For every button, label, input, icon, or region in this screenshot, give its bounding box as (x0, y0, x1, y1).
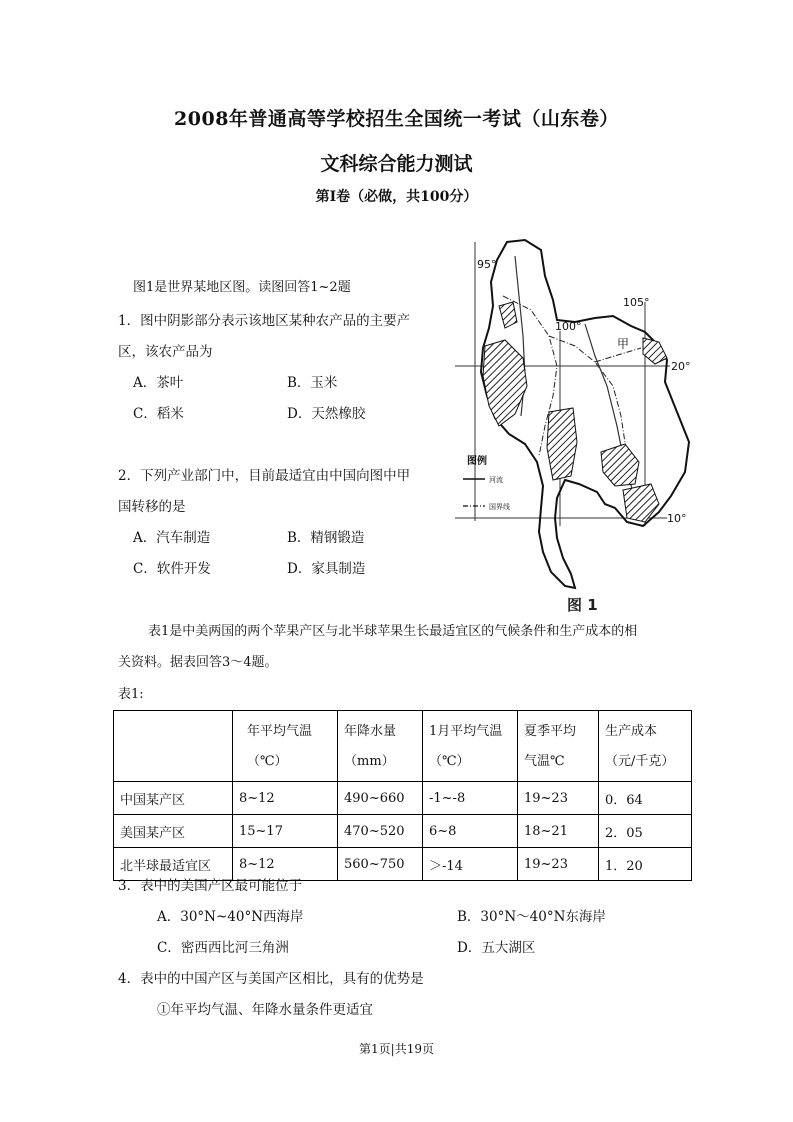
label-country-jia: 甲 (617, 337, 630, 351)
q4-item-1: ①年平均气温、年降水量条件更适宜 (157, 1002, 373, 1018)
table-cell: 19~23 (518, 782, 599, 815)
q3-option-d: D．五大湖区 (457, 940, 536, 956)
table-header-cell (114, 711, 233, 782)
table-header-cell: 夏季平均 气温℃ (518, 711, 599, 782)
table-cell: 美国某产区 (114, 815, 233, 848)
q2-stem-line1: 2．下列产业部门中，目前最适宜由中国向图中甲 (118, 468, 411, 484)
table-cell: 490~660 (338, 782, 423, 815)
climate-cost-table (113, 710, 692, 881)
page-footer: 第1页|共19页 (359, 1042, 434, 1056)
legend-title: 图例 (467, 456, 487, 467)
intro-map-questions: 图1是世界某地区图。读图回答1~2题 (133, 280, 351, 295)
table-cell: ＞-14 (423, 848, 518, 881)
table-header-row (114, 711, 692, 782)
q4-stem: 4．表中的中国产区与美国产区相比，具有的优势是 (118, 971, 424, 987)
q2-stem-line2: 国转移的是 (118, 499, 186, 515)
shaded-area (643, 338, 667, 364)
q2-option-b: B．精钢锻造 (287, 530, 365, 546)
table-header-cell: 生产成本 （元/千克） (599, 711, 692, 782)
shaded-area (547, 408, 577, 480)
table-header-cell: 1月平均气温 （℃） (423, 711, 518, 782)
shaded-area (499, 302, 517, 328)
table-cell: 19~23 (518, 848, 599, 881)
figure-caption: 图 1 (567, 596, 598, 614)
intro-table-line2: 关资料。据表回答3～4题。 (118, 655, 278, 670)
table-cell: 1．20 (599, 848, 692, 881)
table-row (114, 848, 692, 881)
section-heading: 第Ⅰ卷（必做，共100分） (315, 189, 478, 205)
table-cell: 18~21 (518, 815, 599, 848)
intro-table-line1: 表1是中美两国的两个苹果产区与北半球苹果生长最适宜区的气候条件和生产成本的相 (148, 624, 638, 639)
table-cell: 2．05 (599, 815, 692, 848)
label-20: 20° (671, 360, 691, 373)
q2-option-d: D．家具制造 (287, 561, 366, 577)
exam-title: 2008年普通高等学校招生全国统一考试（山东卷） (174, 108, 619, 130)
table-cell: 6~8 (423, 815, 518, 848)
table-cell: 北半球最适宜区 (114, 848, 233, 881)
q2-option-a: A．汽车制造 (133, 530, 211, 546)
table-row (114, 815, 692, 848)
label-100: 100° (555, 320, 582, 333)
shaded-area (601, 444, 639, 486)
label-10: 10° (667, 512, 687, 525)
shaded-area (483, 340, 527, 426)
q3-option-a: A．30°N~40°N西海岸 (157, 909, 304, 925)
q2-option-c: C．软件开发 (133, 561, 211, 577)
q1-option-a: A．茶叶 (133, 375, 184, 391)
exam-subtitle: 文科综合能力测试 (320, 153, 473, 175)
q3-stem: 3．表中的美国产区最可能位于 (118, 878, 303, 894)
q1-option-c: C．稻米 (133, 406, 184, 422)
table-header-cell: 年降水量 （mm） (338, 711, 423, 782)
legend-border-label: 国界线 (489, 503, 510, 511)
q3-option-b: B．30°N～40°N东海岸 (457, 909, 606, 925)
table-cell: 15~17 (233, 815, 338, 848)
q3-option-c: C．密西西比河三角洲 (157, 940, 289, 956)
table-cell: 8~12 (233, 848, 338, 881)
table-header-cell: 年平均气温 （℃） (233, 711, 338, 782)
label-105: 105° (623, 296, 650, 309)
table-cell: 中国某产区 (114, 782, 233, 815)
q1-option-b: B．玉米 (287, 375, 338, 391)
table-cell: -1~-8 (423, 782, 518, 815)
q1-stem-line2: 区，该农产品为 (118, 344, 213, 360)
label-95: 95° (477, 258, 497, 271)
q1-option-d: D．天然橡胶 (287, 406, 366, 422)
table-label: 表1: (118, 687, 144, 702)
table-cell: 8~12 (233, 782, 338, 815)
table-cell: 560~750 (338, 848, 423, 881)
q1-stem-line1: 1．图中阴影部分表示该地区某种农产品的主要产 (118, 313, 411, 329)
table-cell: 0．64 (599, 782, 692, 815)
legend-river-label: 河流 (489, 476, 503, 484)
table-row (114, 782, 692, 815)
table-cell: 470~520 (338, 815, 423, 848)
figure-1-map (445, 236, 707, 616)
